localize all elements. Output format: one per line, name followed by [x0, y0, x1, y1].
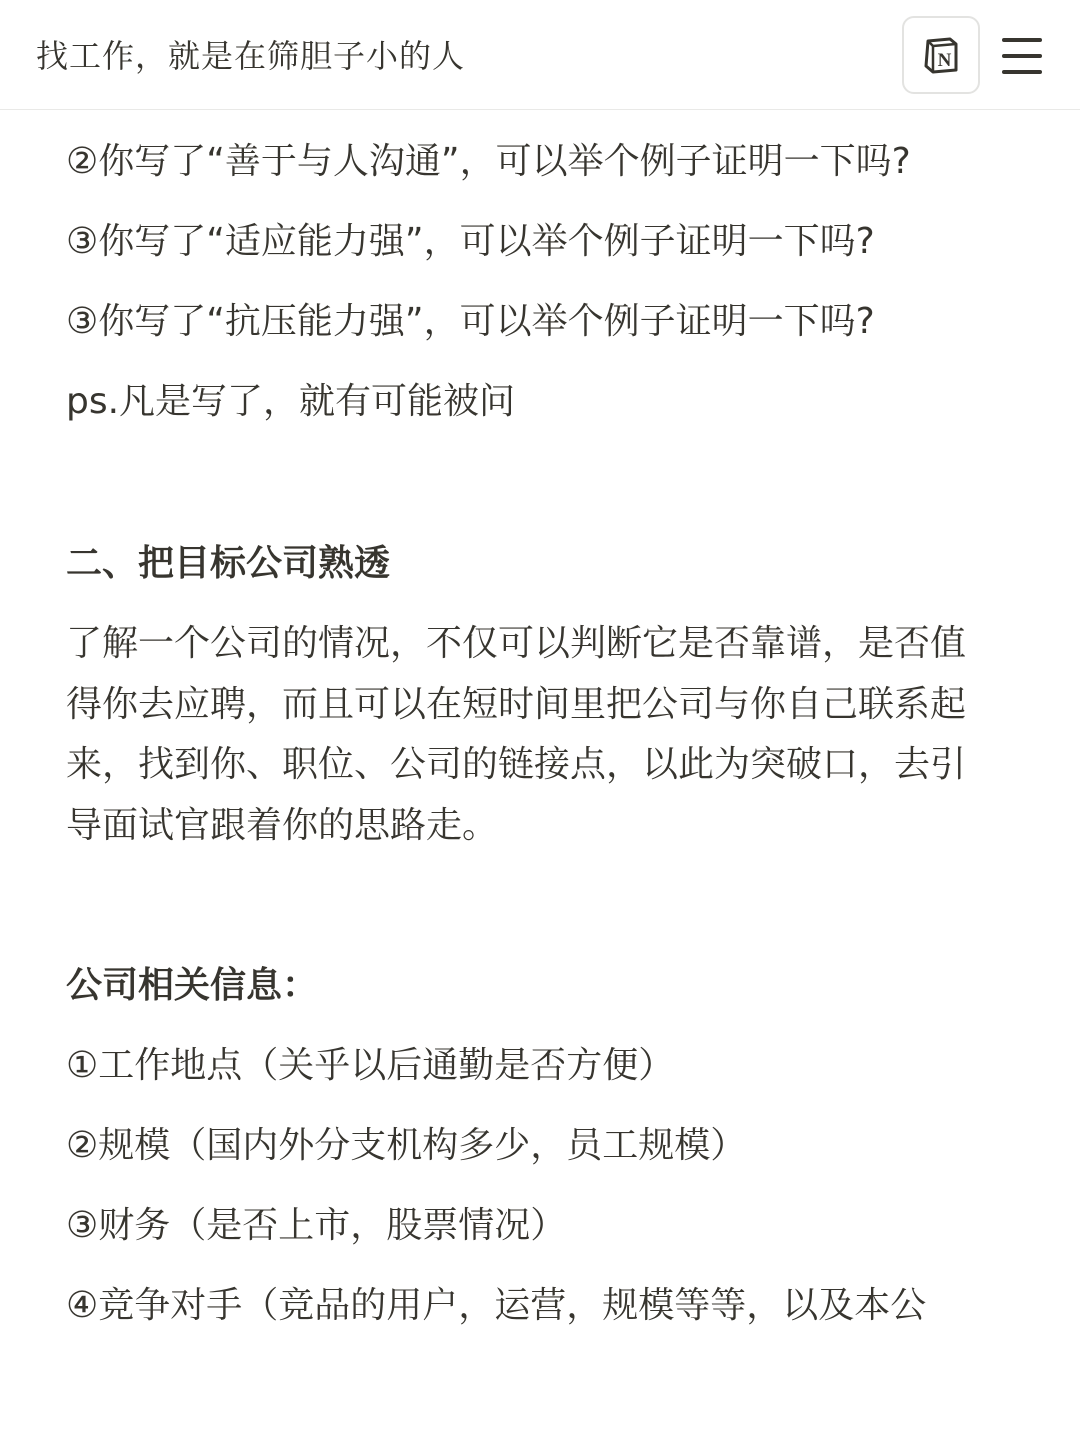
list-item: ④竞争对手（竞品的用户，运营，规模等等，以及本公	[66, 1285, 927, 1326]
page-title: 找工作，就是在筛胆子小的人	[36, 37, 466, 75]
question-adaptability: ③你写了“适应能力强”，可以举个例子证明一下吗?	[66, 221, 875, 262]
ps-note: ps.凡是写了，就有可能被问	[66, 381, 516, 422]
question-communication: ②你写了“善于与人沟通”，可以举个例子证明一下吗?	[66, 141, 911, 182]
notion-icon	[921, 35, 961, 75]
top-bar	[0, 0, 1080, 110]
list-item: ②规模（国内外分支机构多少，员工规模）	[66, 1125, 747, 1166]
section-paragraph: 了解一个公司的情况，不仅可以判断它是否靠谱，是否值得你去应聘，而且可以在短时间里把公司与你自己联系起来，找到你、职位、公司的链接点，以此为突破口，去引导面试官跟着你的思路走。	[66, 623, 967, 846]
company-info-heading: 公司相关信息：	[66, 965, 319, 1006]
question-pressure: ③你写了“抗压能力强”，可以举个例子证明一下吗?	[66, 301, 875, 342]
list-item: ①工作地点（关乎以后通勤是否方便）	[66, 1045, 675, 1086]
notion-app-button[interactable]	[902, 16, 980, 94]
list-item: ③财务（是否上市，股票情况）	[66, 1205, 567, 1246]
svg-text:N: N	[937, 50, 952, 71]
section-heading: 二、把目标公司熟透	[66, 543, 391, 584]
hamburger-menu-icon[interactable]	[998, 34, 1046, 78]
